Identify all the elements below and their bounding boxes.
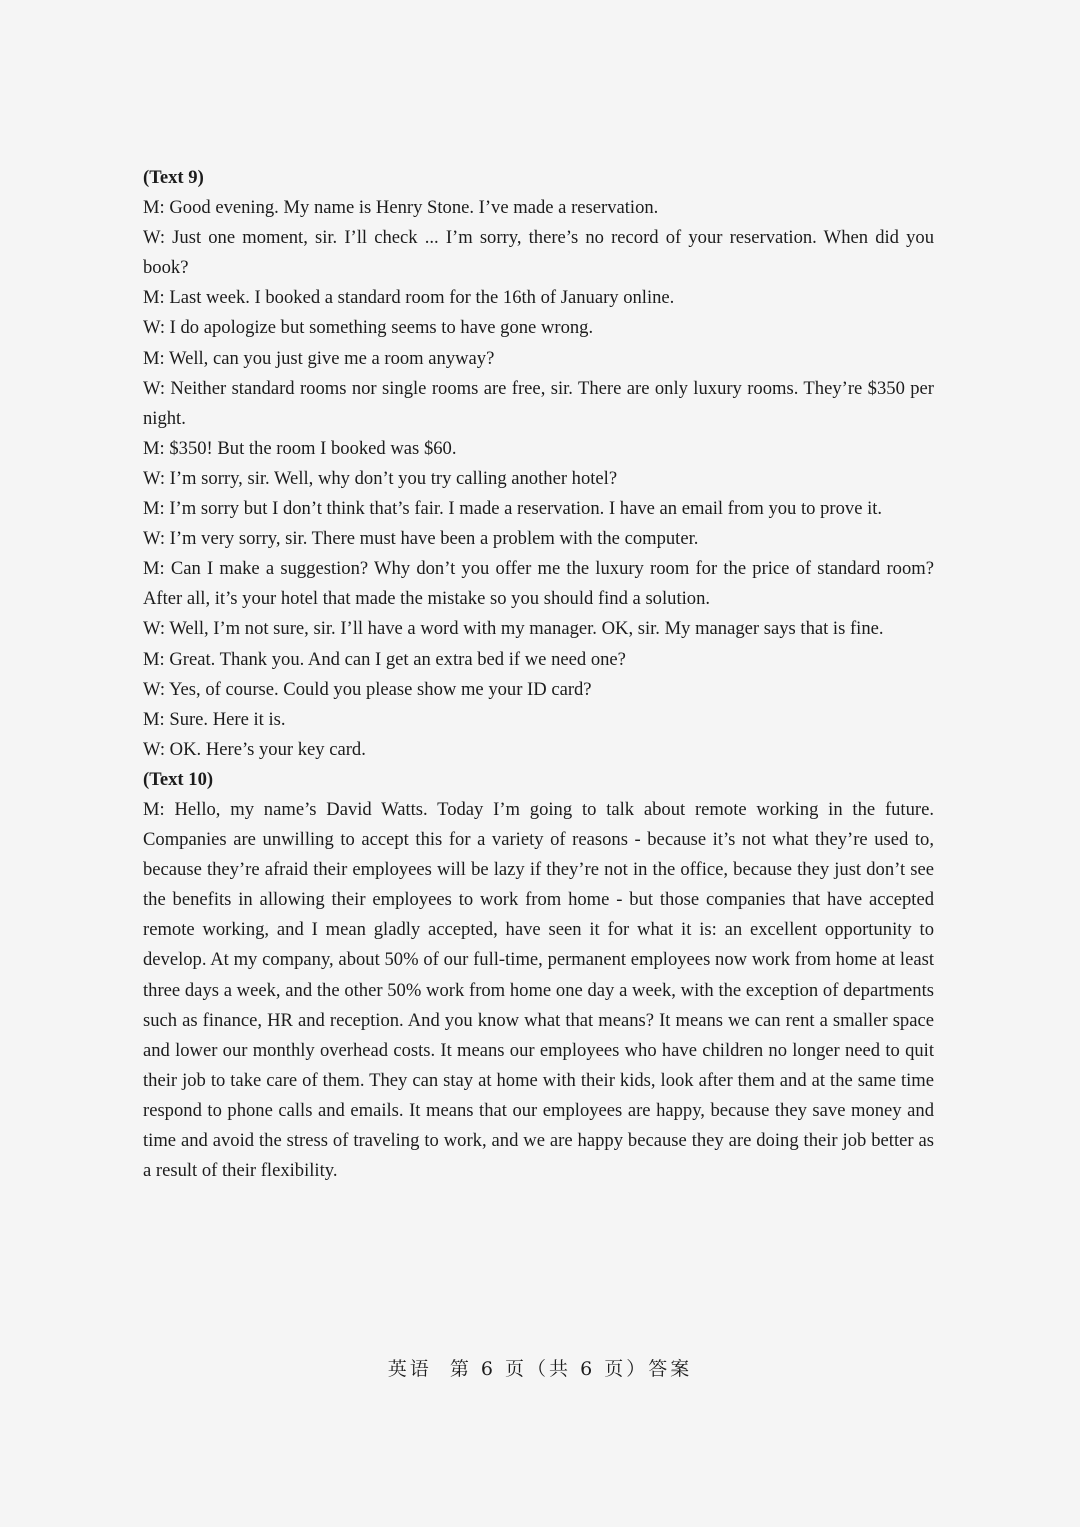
dialogue-line: W: Neither standard rooms nor single rooms are free, sir. There are only luxury rooms. They’re $350 per night.	[143, 377, 934, 429]
monologue-paragraph: M: Hello, my name’s David Watts. Today I’m going to talk about remote working in the future. Companies are unwilling to accept this for a variety of reasons - because it’s not what they’re used to, because they’re afraid their employees will be lazy if they’re not in the office, because they just don’t see the benefits in allowing their employees to work from home - but those companies that have accepted remote working, and I mean gladly accepted, have seen it for what it is: an excellent opportunity to develop. At my company, about 50% of our full-time, permanent employees now work from home at least three days a week, and the other 50% work from home one day a week, with the exception of departments such as finance, HR and reception. And you know what that means? It means we can rent a smaller space and lower our monthly overhead costs. It means our employees who have children no longer need to quit their job to take care of them. They can stay at home with their kids, look after them and at the same time respond to phone calls and emails. It means that our employees are happy, because they save money and time and avoid the stress of traveling to work, and we are happy because they are doing their job better as a result of their flexibility.	[143, 798, 934, 1182]
text9-heading: (Text 9)	[143, 167, 204, 188]
dialogue-line: W: I’m sorry, sir. Well, why don’t you try calling another hotel?	[143, 467, 618, 489]
dialogue-line: M: Good evening. My name is Henry Stone. I’ve made a reservation.	[143, 197, 659, 219]
dialogue-line: W: I’m very sorry, sir. There must have been a problem with the computer.	[143, 528, 699, 550]
text10-heading: (Text 10)	[143, 768, 214, 790]
dialogue-line: M: Great. Thank you. And can I get an extra bed if we need one?	[143, 648, 626, 670]
dialogue-line: M: Well, can you just give me a room anyway?	[143, 347, 495, 369]
dialogue-line: M: Can I make a suggestion? Why don’t you offer me the luxury room for the price of standard room? After all, it’s your hotel that made the mistake so you should find a solution.	[143, 558, 934, 610]
dialogue-line: M: Sure. Here it is.	[143, 708, 286, 730]
dialogue-line: M: $350! But the room I booked was $60.	[143, 437, 457, 459]
dialogue-line: M: I’m sorry but I don’t think that’s fair. I made a reservation. I have an email from you to prove it.	[143, 498, 883, 520]
dialogue-line: W: Just one moment, sir. I’ll check ... I’m sorry, there’s no record of your reservation. When did you book?	[143, 227, 934, 279]
dialogue-line: W: Well, I’m not sure, sir. I’ll have a word with my manager. OK, sir. My manager says that is fine.	[143, 618, 884, 640]
dialogue-line: M: Last week. I booked a standard room for the 16th of January online.	[143, 287, 675, 309]
transcript-body	[143, 163, 934, 1186]
dialogue-line: W: Yes, of course. Could you please show me your ID card?	[143, 678, 592, 700]
dialogue-line: W: I do apologize but something seems to have gone wrong.	[143, 317, 594, 339]
page-footer: 英语 第 6 页（共 6 页）答案	[387, 1358, 693, 1380]
dialogue-line: W: OK. Here’s your key card.	[143, 738, 366, 760]
